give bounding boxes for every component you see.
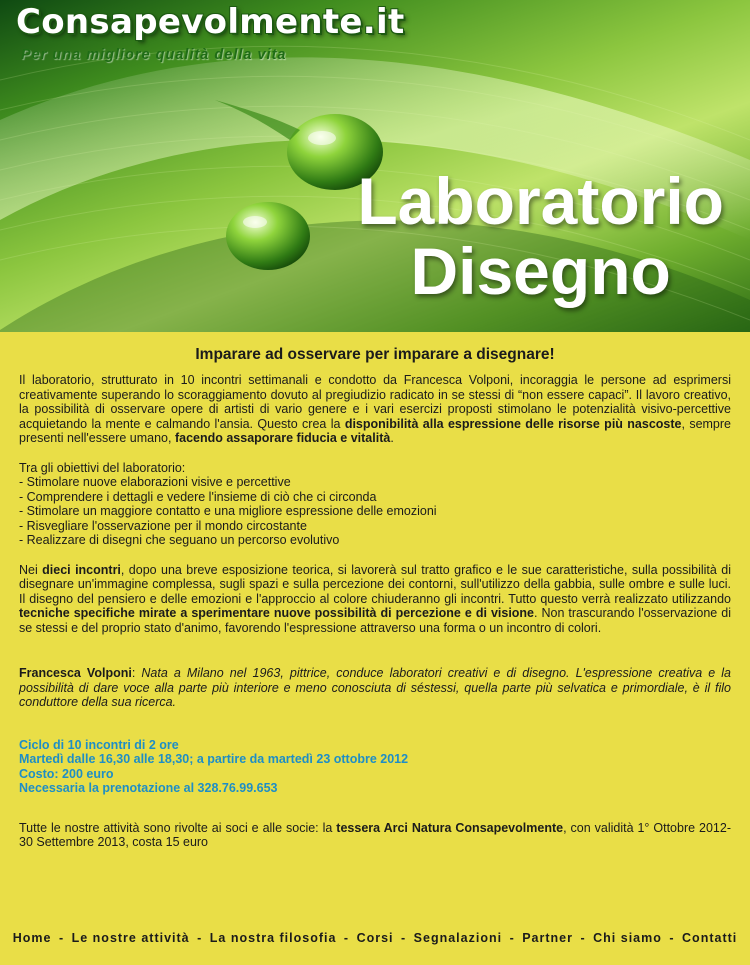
nav-separator: - — [669, 931, 675, 945]
hero-banner — [0, 0, 750, 332]
method-highlight-1: dieci incontri — [42, 562, 121, 577]
intro-text-1: Il laboratorio, strutturato in 10 incontri settimanali e condotto da Francesca Volponi, incoraggia le persone ad esprimersi creativamente superando lo scoraggiamento dovuto al pregiudizio radicato in se stessi di “non essere capaci”. Il lavoro creativo, la possibilità di osservare opere di artisti di vario genere e i vari esercizi proposti stimolano le potenzialità visivo-percettive acquietando la mente e calmando l'ansia. Questo crea la — [19, 373, 731, 431]
water-drop-small — [226, 202, 310, 270]
nav-link-filosofia[interactable]: La nostra filosofia — [209, 931, 337, 945]
course-info-schedule: Martedì dalle 16,30 alle 18,30; a partire da martedì 23 ottobre 2012 — [19, 752, 409, 766]
course-info-sessions: Ciclo di 10 incontri di 2 ore — [19, 737, 179, 752]
nav-link-corsi[interactable]: Corsi — [356, 931, 394, 945]
course-info-booking: Necessaria la prenotazione al 328.76.99.653 — [19, 781, 278, 795]
intro-text-3: . — [390, 431, 394, 445]
bio-name: Francesca Volponi — [19, 666, 132, 680]
nav-separator: - — [401, 931, 407, 945]
nav-separator: - — [58, 931, 65, 945]
list-item: - Stimolare un maggiore contatto e una migliore espressione delle emozioni — [19, 504, 437, 518]
nav-link-home[interactable]: Home — [12, 931, 52, 945]
method-text-1: Nei — [19, 562, 43, 577]
nav-link-segnalazioni[interactable]: Segnalazioni — [413, 931, 503, 945]
nav-separator: - — [343, 931, 350, 945]
list-item: - Realizzare di disegni che seguano un percorso evolutivo — [19, 533, 340, 547]
footer-navigation — [0, 931, 750, 945]
membership-text-1: Tutte le nostre attività sono rivolte ai soci e alle socie: la — [19, 820, 337, 835]
nav-link-attivita[interactable]: Le nostre attività — [71, 931, 190, 945]
course-info — [19, 738, 731, 796]
nav-link-contatti[interactable]: Contatti — [682, 931, 738, 945]
nav-separator: - — [509, 931, 515, 945]
intro-highlight-1: disponibilità alla espressione delle risorse più nascoste — [344, 416, 682, 431]
page-title-line-2: Disegno — [410, 234, 671, 308]
page-title — [357, 166, 724, 306]
list-item: - Risvegliare l'osservazione per il mondo circostante — [19, 518, 307, 533]
page-title-line-1: Laboratorio — [357, 164, 724, 238]
nav-separator: - — [197, 931, 203, 945]
nav-separator: - — [580, 931, 586, 945]
main-content — [19, 346, 731, 850]
site-tagline: Per una migliore qualità della vita — [21, 47, 287, 63]
objectives-list — [19, 475, 731, 548]
membership-text-2: , con validità 1° Ottobre 2012-30 Settembre 2013, costa 15 euro — [19, 820, 732, 849]
method-paragraph — [19, 563, 731, 636]
intro-text-2: , sempre presenti nell'essere umano, — [19, 416, 731, 445]
course-info-cost: Costo: 200 euro — [19, 766, 114, 781]
method-highlight-2: tecniche specifiche mirate a sperimentare nuove possibilità di percezione e di visione — [19, 606, 535, 620]
section-subtitle: Imparare ad osservare per imparare a disegnare! — [195, 346, 555, 363]
nav-link-partner[interactable]: Partner — [522, 931, 573, 945]
membership-paragraph — [19, 821, 731, 850]
site-logo[interactable]: Consapevolmente.it — [16, 2, 405, 42]
intro-highlight-2: facendo assaporare fiducia e vitalità — [174, 431, 391, 445]
bio-text: Nata a Milano nel 1963, pittrice, conduce laboratori creativi e di disegno. L'espressione creativa e la possibilità di dare voce alla parte più interiore e meno conosciuta di séstessi, quella parte più selvatica e primordiale, è il filo conduttore della sua ricerca. — [19, 666, 731, 709]
list-item: - Stimolare nuove elaborazioni visive e percettive — [19, 475, 291, 489]
membership-highlight: tessera Arci Natura Consapevolmente — [336, 820, 564, 835]
method-text-3: . Non trascurando l'osservazione di se stessi e del proprio stato d'animo, favorendo l'espressione attraverso una forma o un incontro di colori. — [19, 606, 731, 635]
nav-link-chi-siamo[interactable]: Chi siamo — [593, 931, 662, 945]
intro-paragraph — [19, 373, 731, 446]
list-item: - Comprendere i dettagli e vedere l'insieme di ciò che ci circonda — [19, 489, 377, 504]
objectives-intro: Tra gli obiettivi del laboratorio: — [19, 460, 186, 475]
bio-colon: : — [131, 666, 142, 680]
method-text-2: , dopo una breve esposizione teorica, si lavorerà sul tratto grafico e le sue caratteristiche, sulla possibilità di disegnare un'immagine complessa, sugli spazi e sulla percezione dei contorni, sull'utilizzo della gabbia, sulle ombre e sulle luci. Il disegno del pensiero e delle emozioni e l'approccio al colore chiuderanno gli incontri. Tutto questo verrà realizzato utilizzando — [19, 562, 731, 606]
bio-paragraph — [19, 666, 731, 710]
